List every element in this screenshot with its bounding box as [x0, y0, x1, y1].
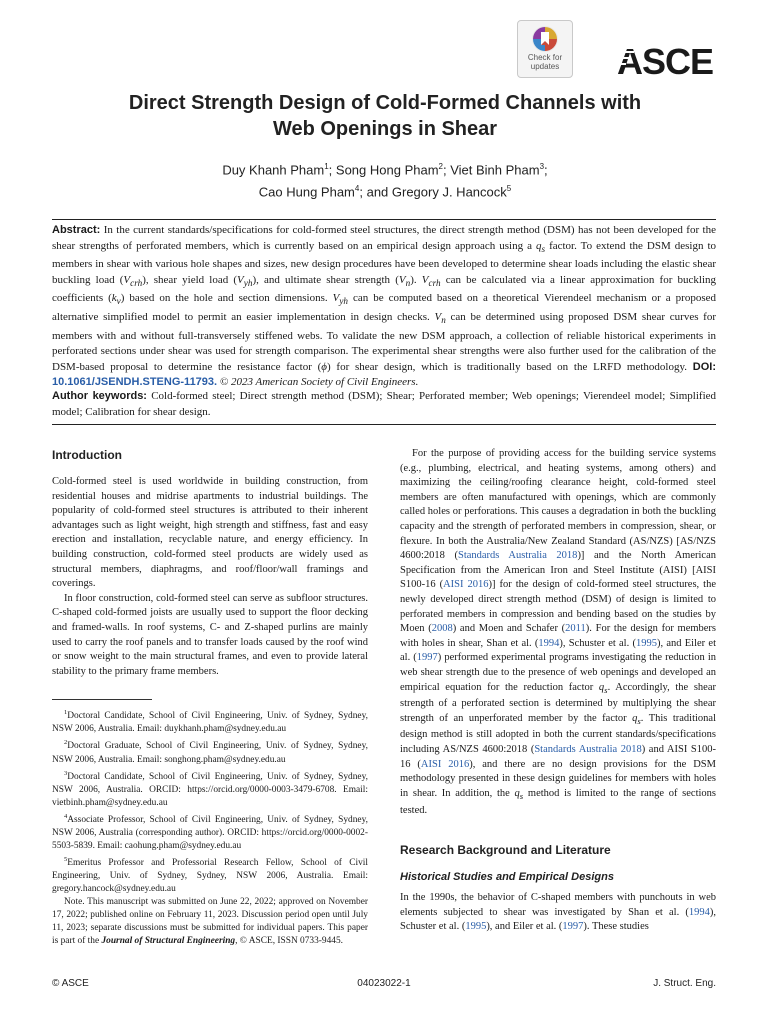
math-sub: s	[541, 243, 546, 254]
section-heading-research-background: Research Background and Literature	[400, 843, 611, 858]
para-text: ). These studies	[583, 921, 649, 933]
abstract-text: ), and ultimate shear strength (	[252, 273, 399, 286]
citation-link[interactable]: 1995	[635, 637, 657, 649]
citation-link[interactable]: 1997	[562, 921, 584, 933]
author-name: Cao Hung Pham	[258, 184, 355, 200]
footnote-text: Doctoral Candidate, School of Civil Engineering, Univ. of Sydney, Sydney, NSW 2006, Australia. ORCID: https://orcid.org/0000-0003-3479-6708. Email: vietbinh.pham@sydney.edu.au	[52, 771, 368, 808]
citation-link[interactable]: AISI 2016	[443, 579, 489, 591]
math-sub: yh	[339, 296, 348, 307]
abstract-top-rule	[52, 219, 716, 220]
footnote-text: Doctoral Graduate, School of Civil Engineering, Univ. of Sydney, Sydney, NSW 2006, Australia. Email: songhong.pham@sydney.edu.au	[52, 741, 368, 765]
math-q: q	[632, 712, 638, 724]
note-text: Note. This manuscript was submitted on June 22, 2022; approved on November 17, 2022; published online on February 11, 2023. Discussion period open until July 11, 2023; separate discussions must be submitted for individual papers. This paper is part of the	[52, 896, 368, 946]
para-text: . Accordingly, the shear strength of a perforated section is determined by multiplying the shear strength of an unperforated member by the factor	[400, 681, 716, 724]
author-name: Song Hong Pham	[335, 162, 439, 178]
para-text: ), Schuster et al. (	[400, 906, 716, 933]
asce-logo	[612, 44, 718, 80]
author-name: Gregory J. Hancock	[391, 184, 507, 200]
footnote-1	[52, 706, 368, 736]
citation-link[interactable]: 1994	[538, 637, 560, 649]
para-text: . This traditional design method is still adopted in both the current standards/specifications including AS/NZS 4600:2018 (	[400, 712, 716, 756]
math-q: q	[536, 239, 542, 252]
math-v: V	[398, 273, 406, 286]
math-v: V	[237, 273, 244, 286]
footnote-text: Associate Professor, School of Civil Engineering, Univ. of Sydney, Sydney, NSW 2006, Australia (corresponding author). ORCID: https://orcid.org/0000-0002-5503-5839. Email: caohung.pham@sydney.edu.au	[52, 814, 368, 851]
doi-link[interactable]: 10.1061/JSENDH.STENG-11793.	[52, 376, 218, 389]
footnote-2	[52, 736, 368, 766]
citation-link[interactable]: 1997	[416, 652, 438, 664]
check-for-updates-badge[interactable]	[517, 20, 573, 78]
intro-paragraph-1: Cold-formed steel is used worldwide in building construction, from residential houses and midrise apartments to industrial buildings. The popularity of cold-formed steel structures is attributed to their inherent advantages such as light weight, high strength and stiffness, fast and easy erection and installation, recyclable nature, and energy efficiency. In building construction, cold-formed steel products are widely used as structural members, diaphragms, and roof/floor/wall framings and coverings.	[52, 476, 368, 590]
doi-label: DOI:	[692, 360, 716, 373]
abstract-bottom-rule	[52, 424, 716, 425]
para-text: ) performed experimental programs investigating the reduction in web shear strength due to the presence of web openings and developed an empirical equation for the reduction factor	[400, 652, 716, 693]
para-text: ) and Moen and Schafer (	[452, 623, 566, 635]
abstract-text: ) based on the hole and section dimensions.	[120, 292, 333, 305]
footnote-4	[52, 810, 368, 853]
citation-link[interactable]: 2011	[565, 623, 586, 635]
left-column	[52, 447, 368, 948]
abstract-text: ) for shear design, which is traditionally based on the LRFD methodology.	[327, 360, 693, 373]
para-text: ), and Eiler et al. (	[486, 921, 563, 933]
copyright-line: © 2023 American Society of Civil Engineers.	[219, 376, 419, 389]
right-column	[400, 447, 716, 935]
footnote-sup: 2	[64, 739, 68, 747]
author-sep: ;	[544, 162, 548, 178]
section-heading-introduction: Introduction	[52, 448, 122, 462]
math-v: V	[421, 273, 429, 286]
footnote-3	[52, 767, 368, 810]
para-text: ), and there are no design provisions for the DSM methodology presented in these design guidelines for members with holes in shear. In addition, the	[400, 758, 716, 799]
math-sub: s	[519, 790, 524, 801]
math-phi: ϕ	[321, 360, 327, 373]
citation-link[interactable]: 1994	[688, 906, 710, 918]
para-text: For the purpose of providing access for the building service systems (e.g., plumbing, electrical, and heating systems, among others) and maximizing the ceiling/roofing clearance height, cold-formed steel members are often manufactured with openings, which are commonly called holes or perforations. This causes a degradation in both the buckling capacity and the strength of perforated members in compression, shear, or flexure. In both the Australia/New Zealand Standard (AS/NZS) [AS/NZS 4600:2018 (	[400, 448, 716, 562]
author-affil-sup: 4	[354, 184, 360, 194]
footnotes	[52, 706, 368, 948]
keywords-label: Author keywords:	[52, 390, 147, 402]
author-list	[100, 157, 670, 202]
footnote-text: Doctoral Candidate, School of Civil Engineering, Univ. of Sydney, Sydney, NSW 2006, Australia. Email: duykhanh.pham@sydney.edu.au	[52, 711, 368, 735]
author-name: Duy Khanh Pham	[222, 162, 325, 178]
para-text: method is limited to the range of sections tested.	[400, 787, 716, 816]
author-sep: ; and	[359, 184, 392, 200]
authors-line-2	[100, 179, 670, 201]
math-sub: n	[405, 277, 411, 288]
check-badge-line1: Check for	[527, 53, 563, 62]
footnote-rule	[52, 699, 152, 700]
footer-copyright: © ASCE	[52, 978, 89, 989]
authors-line-1	[100, 157, 670, 179]
footer-page-id: 04023022-1	[357, 978, 411, 989]
para-text: ) and AISI S100-16 (	[400, 744, 716, 770]
abstract-text: can be calculated via a linear approximation for buckling coefficients (	[52, 273, 717, 305]
citation-link[interactable]: 1995	[465, 921, 487, 933]
para-text: In the 1990s, the behavior of C-shaped members with punchouts in web elements subjected to shear was investigated by Shan et al. (	[400, 892, 716, 918]
para-text: )] for the design of cold-formed steel structures, the newly developed direct strength method (DSM) of design is limited to perforated members in compression and bending based on the studies by Moen (	[400, 579, 716, 635]
subsection-heading-historical-studies: Historical Studies and Empirical Designs	[400, 871, 614, 884]
abstract	[52, 223, 716, 391]
math-v: V	[123, 273, 131, 286]
math-q: q	[598, 681, 605, 693]
keywords-text: Cold-formed steel; Direct strength method (DSM); Shear; Perforated member; Web openings; Vierendeel model; Simplified model; Calibration for shear design.	[52, 390, 717, 418]
para-text: )] and the North American Specification from the American Iron and Steel Institute (AISI) [AISI S100-16 (	[400, 550, 716, 591]
author-sep: ;	[328, 162, 336, 178]
footnote-sup: 5	[64, 855, 68, 863]
footnote-text: Emeritus Professor and Professorial Research Fellow, School of Civil Engineering, Univ. of Sydney, Sydney, NSW 2006, Australia. Email: gregory.hancock@sydney.edu.au	[52, 857, 368, 894]
intro-paragraph-2: In floor construction, cold-formed steel can serve as subfloor structures. C-shaped cold-formed joists are usually used to support the floor decking and framed-walls. In roof systems, C- and Z-shaped purlins are mainly used to carry the roof panels and to transfer loads caused by the roof wind or snow weight to the main structural frames, and even to provide lateral stability to the primary frame members.	[52, 592, 368, 677]
footnote-5	[52, 853, 368, 896]
math-sub: n	[441, 315, 446, 326]
citation-link[interactable]: AISI 2016	[420, 758, 470, 770]
footer-journal: J. Struct. Eng.	[653, 978, 716, 989]
para-text: ). For the design for members with holes in shear, Shan et al. (	[400, 623, 717, 649]
citation-link[interactable]: 2008	[431, 623, 453, 635]
abstract-text: ), shear yield load (	[142, 273, 238, 286]
author-affil-sup: 5	[506, 184, 512, 194]
author-affil-sup: 2	[438, 162, 443, 171]
page-footer	[52, 978, 716, 992]
math-v: V	[332, 292, 340, 305]
para-text: ), and Eiler et al. (	[400, 637, 717, 664]
citation-link[interactable]: Standards Australia 2018	[534, 744, 642, 756]
footnote-sup: 1	[64, 709, 68, 717]
title-line-1: Direct Strength Design of Cold-Formed Channels with	[128, 92, 642, 114]
crossmark-icon	[531, 25, 559, 53]
abstract-text: can be computed based on a theoretical Vierendeel mechanism or a proposed alternative simplified model to permit an easier implementation in design checks.	[52, 292, 716, 324]
math-v: V	[434, 311, 442, 324]
math-k: k	[111, 292, 117, 305]
footnote-sup: 3	[64, 769, 68, 777]
author-keywords	[52, 389, 716, 420]
abstract-text: can be determined using proposed DSM shear curves for members with and without full-transversely stiffened webs. To validate the new DSM approach, a collection of reliable historical experiments in perforated sections under shear was used for strength comparison. The experimental shear strengths were also further used for the calibration of the DSM-based proposal to determine the resistance factor (	[52, 311, 717, 373]
math-sub: yh	[243, 277, 253, 288]
author-name: Viet Binh Pham	[450, 162, 540, 178]
math-sub: v	[116, 296, 121, 307]
note-text-end: , © ASCE, ISSN 0733-9445.	[235, 935, 344, 946]
submission-note	[52, 896, 368, 948]
journal-name: Journal of Structural Engineering	[101, 935, 236, 946]
title-line-2: Web Openings in Shear	[272, 118, 498, 140]
math-sub: crh	[428, 277, 441, 288]
abstract-label: Abstract:	[52, 224, 101, 236]
abstract-text: factor. To extend the DSM design to members in shear with various hole shapes and sizes, new design procedures have been developed to determine shear loads including the elastic shear buckling load (	[52, 239, 716, 286]
right-paragraph-1	[400, 447, 716, 818]
author-affil-sup: 1	[324, 162, 329, 171]
para-text: ), Schuster et al. (	[559, 637, 636, 649]
author-affil-sup: 3	[539, 162, 545, 171]
citation-link[interactable]: Standards Australia 2018	[457, 550, 578, 562]
math-sub: s	[604, 684, 608, 695]
asce-logo-text: ASCE	[616, 44, 714, 80]
math-sub: crh	[130, 277, 143, 288]
article-title	[60, 90, 710, 142]
abstract-text: In the current standards/specifications for cold-formed steel structures, the direct strength method (DSM) has not been developed for the shear strengths of perforated members, which is currently based on an empirical design approach using a	[52, 224, 716, 252]
footnote-sup: 4	[64, 812, 68, 820]
math-sub: s	[637, 715, 641, 726]
abstract-text: ).	[410, 273, 422, 286]
author-sep: ;	[442, 162, 451, 178]
right-paragraph-2	[400, 891, 716, 935]
math-q: q	[514, 787, 520, 799]
check-badge-line2: updates	[530, 62, 560, 71]
